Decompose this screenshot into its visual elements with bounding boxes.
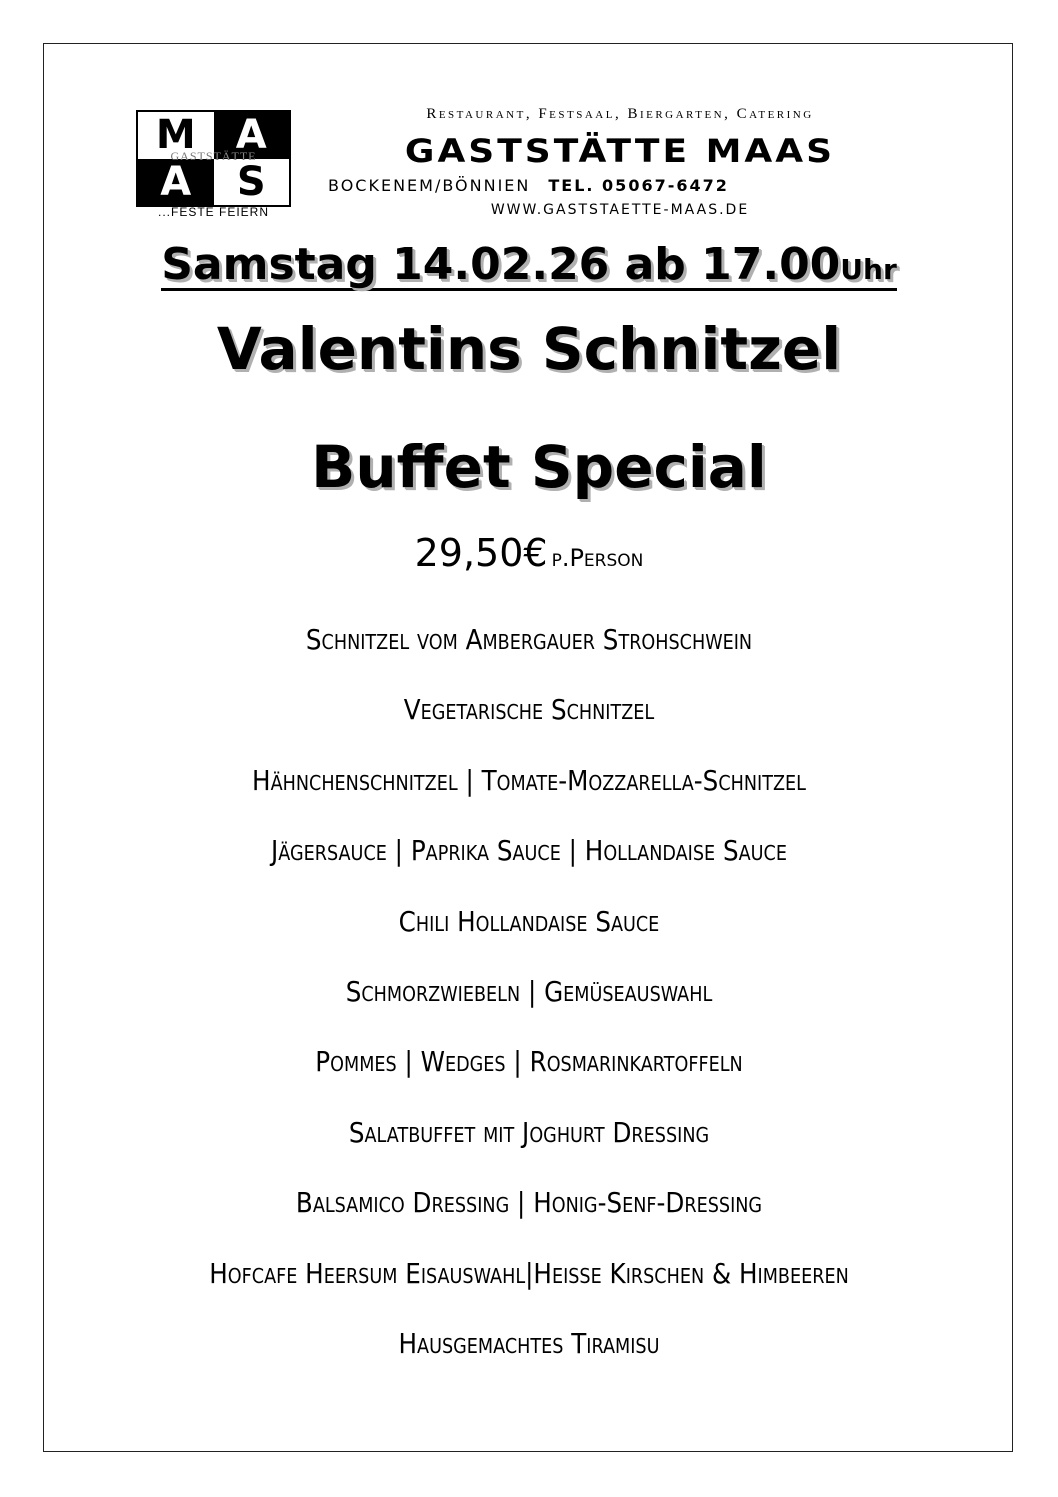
price-value: 29,50€ (414, 531, 548, 575)
menu-item: Jägersauce | Paprika Sauce | Hollandaise Sauce (271, 834, 787, 868)
menu-item: Chili Hollandaise Sauce (398, 904, 660, 938)
menu-item: Balsamico Dressing | Honig-Senf-Dressing (295, 1186, 763, 1220)
address-line (328, 176, 928, 195)
address-text: BOCKENEM/BÖNNIEN (328, 176, 531, 195)
menu-item: Schnitzel vom Ambergauer Strohschwein (305, 623, 753, 656)
menu-item: Hähnchenschnitzel | Tomate-Mozzarella-Schnitzel (252, 763, 806, 797)
services-line: Restaurant, Festsaal, Biergarten, Catering (426, 106, 814, 122)
menu-item: Salatbuffet mit Joghurt Dressing (348, 1115, 710, 1149)
logo-letter: A (214, 112, 290, 159)
buffet-menu-list (0, 618, 1058, 1392)
restaurant-name: GASTSTÄTTE MAAS (404, 133, 836, 170)
menu-item: Schmorzwiebeln | Gemüseauswahl (345, 974, 713, 1008)
event-date-underlined (161, 239, 897, 291)
logo-letter: A (138, 159, 214, 206)
menu-item: Vegetarische Schnitzel (403, 693, 655, 727)
logo-tagline: ...FESTE FEIERN (157, 205, 269, 219)
event-time-suffix: Uhr (840, 253, 897, 286)
event-title-line1: Valentins Schnitzel (216, 315, 842, 383)
event-date: Samstag 14.02.26 ab 17.00 (161, 239, 841, 290)
price-unit: p.Person (551, 544, 644, 572)
price-line (0, 531, 1058, 575)
event-date-line (0, 239, 1058, 291)
logo-letter: M (138, 112, 214, 159)
logo-letter: S (214, 159, 290, 206)
event-title-line2: Buffet Special (311, 433, 767, 501)
restaurant-logo (136, 110, 291, 207)
menu-item: Hofcafe Heersum Eisauswahl|Heiße Kirschen & Himbeeren (209, 1256, 849, 1290)
website-text: WWW.GASTSTAETTE-MAAS.DE (490, 202, 750, 218)
phone-number: TEL. 05067-6472 (548, 176, 729, 195)
logo-overlay-text: GASTSTÄTTE (170, 149, 257, 163)
menu-item: Hausgemachtes Tiramisu (398, 1326, 660, 1360)
menu-item: Pommes | Wedges | Rosmarinkartoffeln (315, 1045, 743, 1079)
